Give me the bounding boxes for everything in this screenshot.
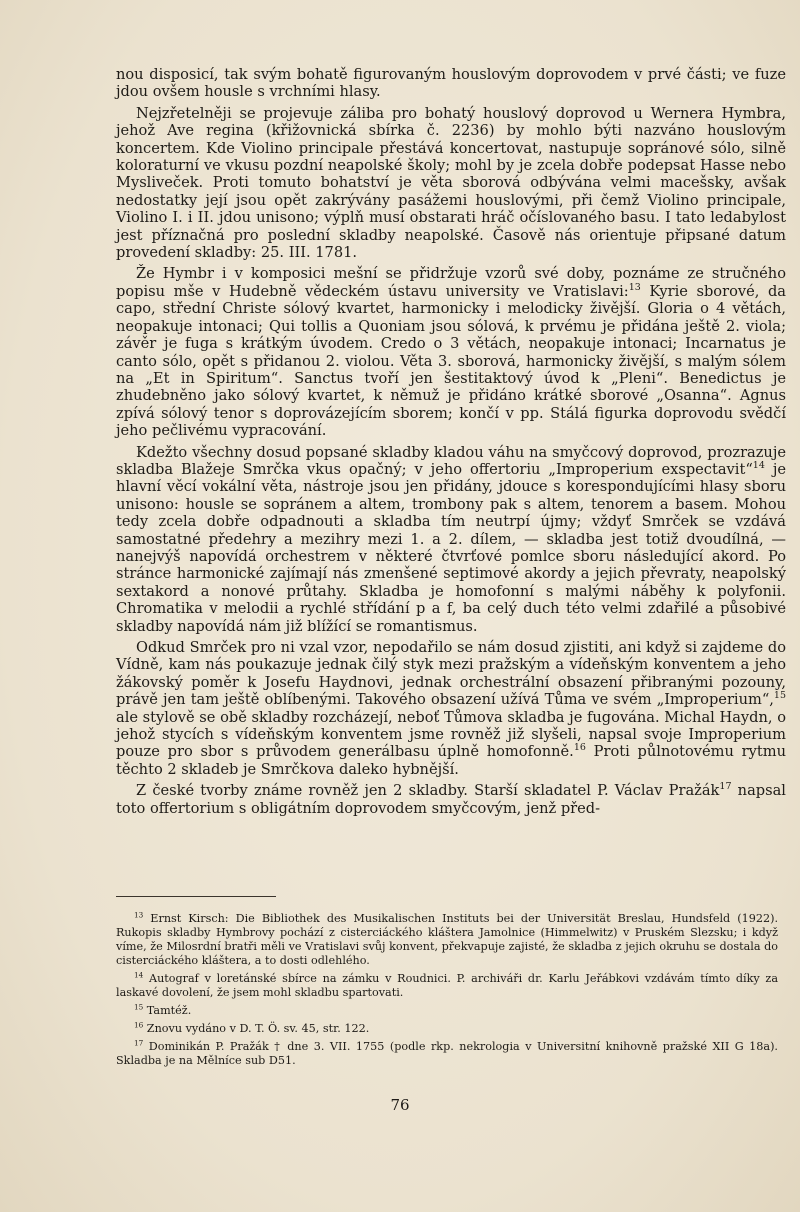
footnote-number: 16 xyxy=(134,1020,144,1030)
footnote-ref: 13 xyxy=(628,282,641,294)
footnote xyxy=(116,1022,778,1036)
main-text xyxy=(116,66,786,821)
footnote-text: Ernst Kirsch: Die Bibliothek des Musikalischen Instituts bei der Universität Breslau, Hundsfeld (1922). Rukopis skladby Hymbrovy pochází z cisterciáckého kláštera Jamolnice (Himmelwitz) v Pruském Slezsku; i když víme, že Milosrdní bratři měli ve Vratislavi svůj konvent, překvapuje zajisté, že skladba z jejich okruhu se dostala do cisterciáckého kláštera, a to dosti odlehlého. xyxy=(116,912,778,967)
paragraph xyxy=(116,639,786,778)
footnote-text: Autograf v loretánské sbírce na zámku v Roudnici. P. archiváři dr. Karlu Jeřábkovi vzdávám tímto díky za laskavé dovolení, že jsem mohl skladbu spartovati. xyxy=(116,972,778,999)
footnote xyxy=(116,1040,778,1068)
paragraph-text: je hlavní věcí vokální věta, nástroje jsou jen přidány, jdouce s korespondujícími hlasy sboru unisono: housle se sopránem a altem, trombony pak s altem, tenorem a basem. Mohou tedy zcela dobře odpadnouti a skladba tím neutrpí újmy; vždyť Smrček se vzdává samostatné předehry a mezihry mezi 1. a 2. dílem, — skladba jest totiž dvoudílná, — nanejvýš napovídá orchestrem v některé čtvrťové pomlce sboru následující akord. Po stránce harmonické zajímají nás zmenšené septimové akordy a jejich převraty, neapolský sextakord a nonové průtahy. Skladba je homofonní s malými náběhy k polyfonii. Chromatika v melodii a rychlé střídání p a f, ba celý duch této velmi zdařilé a působivé skladby napovídá nám již blížící se romantismus. xyxy=(116,460,786,635)
page-number: 76 xyxy=(390,1096,410,1114)
paragraph-text: Nejzřetelněji se projevuje záliba pro bohatý houslový doprovod u Wernera Hymbra, jehož Ave regina (křižovnická sbírka č. 2236) by mohlo býti nazváno houslovým koncertem. Kde Violino principale přestává koncertovat, nastupuje sopránové sólo, silně koloraturní ve vkusu pozdní neapolské školy; mohl by je zcela dobře podepsat Hasse nebo Mysliveček. Proti tomuto bohatství je věta sborová odbývána velmi macešsky, avšak nedostatky její jsou opět zakrývány pasážemi houslovými, při čemž Violino principale, Violino I. i II. jdou unisono; výplň musí obstarati hráč očíslovaného basu. I tato ledabylost jest příznačná pro poslední skladby neapolské. Časově nás orientuje připsané datum provedení skladby: 25. III. 1781. xyxy=(116,104,786,262)
footnote-number: 13 xyxy=(134,910,144,920)
footnote-ref: 17 xyxy=(719,781,732,793)
footnote-number: 17 xyxy=(134,1038,144,1048)
footnote-ref: 16 xyxy=(573,742,586,754)
footnote-number: 15 xyxy=(134,1002,144,1012)
footnote-divider xyxy=(116,896,276,897)
footnote xyxy=(116,912,778,968)
paragraph-text: Proti půlnotovému rytmu těchto 2 skladeb je Smrčkova daleko hybnější. xyxy=(116,743,787,778)
paragraph xyxy=(116,782,786,817)
footnote-ref: 15 xyxy=(773,690,786,702)
paragraph-text: napsal toto offertorium s obligátním doprovodem smyčcovým, jenž před- xyxy=(116,782,786,817)
paragraph-text: Že Hymbr i v komposici mešní se přidržuje vzorů své doby, poznáme ze stručného popisu mše v Hudebně vědeckém ústavu university ve Vratislavi: xyxy=(116,265,786,300)
footnote-number: 14 xyxy=(134,970,144,980)
paragraph xyxy=(116,444,786,635)
footnote-text: Dominikán P. Pražák † dne 3. VII. 1755 (podle rkp. nekrologia v Universitní knihovně pražské XII G 18a). Skladba je na Mělníce sub D51. xyxy=(116,1040,778,1067)
paragraph-text: ale stylově se obě skladby rozcházejí, neboť Tůmova skladba je fugována. Michal Haydn, o jehož stycích s vídeňským konventem jsme rovněž již slyšeli, napsal svoje Improperium pouze pro sbor s průvodem generálbasu úplně homofonně. xyxy=(116,708,786,761)
footnote-text: Znovu vydáno v D. T. Ö. sv. 45, str. 122. xyxy=(143,1022,370,1035)
footnote xyxy=(116,1004,778,1018)
paragraph xyxy=(116,265,786,439)
paragraph-text: Z české tvorby známe rovněž jen 2 skladby. Starší skladatel P. Václav Pražák xyxy=(136,782,720,800)
paragraph-text: nou disposicí, tak svým bohatě figurovaným houslovým doprovodem v prvé části; ve fuze jdou ovšem housle s vrchními hlasy. xyxy=(116,66,786,101)
paragraph xyxy=(116,66,786,101)
footnote xyxy=(116,972,778,1000)
footnote-ref: 14 xyxy=(752,460,765,472)
footnote-text: Tamtéž. xyxy=(143,1004,192,1017)
paragraph-text: Kyrie sborové, da capo, střední Christe sólový kvartet, harmonicky i melodicky živější. Gloria o 4 větách, neopakuje intonaci; Qui tollis a Quoniam jsou sólová, k prvému je přidána ještě 2. viola; závěr je fuga s krátkým úvodem. Credo o 3 větách, neopakuje intonaci; Incarnatus je canto sólo, opět s přidanou 2. violou. Věta 3. sborová, harmonicky živější, s malým sólem na „Et in Spiritum“. Sanctus tvoří jen šestitaktový úvod k „Pleni“. Benedictus je zhudebněno jako sólový kvartet, k němuž je přidáno krátké sborové „Osanna“. Agnus zpívá sólový tenor s doprovázejícím sborem; končí v pp. Stálá figurka doprovodu svědčí jeho pečlivému vypracování. xyxy=(116,282,786,440)
paragraph-text: Kdežto všechny dosud popsané skladby kladou váhu na smyčcový doprovod, prozrazuje skladba Blažeje Smrčka vkus opačný; v jeho offertoriu „Improperium exspectavit“ xyxy=(116,443,786,478)
footnotes xyxy=(116,912,778,1072)
paragraph-text: Odkud Smrček pro ni vzal vzor, nepodařilo se nám dosud zjistiti, ani když si zajdeme do Vídně, kam nás poukazuje jednak čilý styk mezi pražským a vídeňským konventem a jeho žákovský poměr k Josefu Haydnovi, jednak orchestrální obsazení přibranými pozouny, právě jen tam ještě oblíbenými. Takového obsazení užívá Tůma ve svém „Improperium“, xyxy=(116,639,786,709)
paragraph xyxy=(116,105,786,262)
